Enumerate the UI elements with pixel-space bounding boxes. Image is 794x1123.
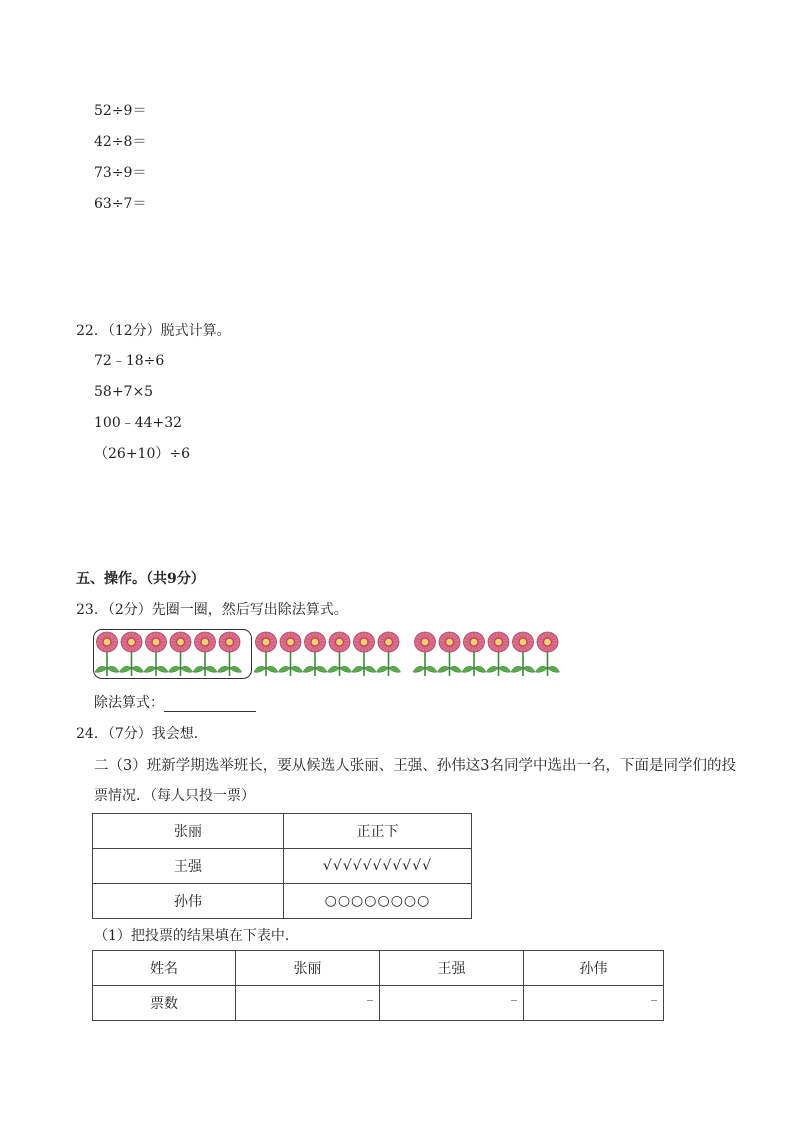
q23-answer-blank[interactable] — [164, 697, 256, 712]
q23-answer-label: 除法算式： — [94, 695, 164, 711]
flower-icon — [511, 632, 535, 676]
exercise-1: 52÷9＝ — [94, 103, 147, 119]
flower-icon — [487, 632, 511, 676]
flower-icon — [95, 632, 119, 676]
q24-sub1: （1）把投票的结果填在下表中． — [94, 928, 299, 944]
q22-item-4: （26+10）÷6 — [94, 446, 190, 462]
q24-description-line2: 票情况．（每人只投一票） — [94, 788, 255, 804]
flower-icon — [413, 632, 437, 676]
tally-mark-cell: √√√√√√√√√√√ — [284, 849, 472, 884]
flower-icon — [328, 632, 352, 676]
exercise-2: 42÷8＝ — [94, 134, 147, 150]
flower-icon — [120, 632, 144, 676]
result-header-row — [93, 951, 664, 986]
exercise-3: 73÷9＝ — [94, 165, 147, 181]
result-row-label: 票数 — [93, 986, 236, 1021]
tally-row — [93, 884, 472, 919]
tally-row — [93, 814, 472, 849]
flower-row — [94, 629, 564, 677]
cell-suffix: _ — [511, 987, 517, 1001]
flower-icon — [144, 632, 168, 676]
q22-item-1: 72﹣18÷6 — [94, 353, 165, 369]
flower-icon — [218, 632, 242, 676]
q22-item-2: 58+7×5 — [94, 384, 154, 400]
tally-table — [92, 813, 472, 919]
q22-item-3: 100﹣44+32 — [94, 415, 183, 431]
result-header-cell: 姓名 — [93, 951, 236, 986]
q23-answer-line — [94, 694, 256, 712]
flower-icon — [352, 632, 376, 676]
q22-header: 22．（12分）脱式计算。 — [76, 323, 231, 339]
flower-icon — [536, 632, 560, 676]
tally-mark-cell: 正正下 — [284, 814, 472, 849]
flower-icon — [169, 632, 193, 676]
result-header-cell: 王强 — [380, 951, 524, 986]
q23-header: 23．（2分）先圈一圈，然后写出除法算式。 — [76, 602, 348, 618]
result-table — [92, 950, 664, 1021]
q24-description-line1: 二（3）班新学期选举班长，要从候选人张丽、王强、孙伟这3名同学中选出一名，下面是同学们的投 — [94, 758, 736, 774]
cell-suffix: _ — [651, 987, 657, 1001]
tally-name-cell: 王强 — [93, 849, 284, 884]
result-header-cell: 张丽 — [236, 951, 380, 986]
tally-mark-cell: ○○○○○○○○ — [284, 884, 472, 919]
flower-icon — [254, 632, 278, 676]
flower-icon — [279, 632, 303, 676]
flower-icon — [438, 632, 462, 676]
result-votes-row — [93, 986, 664, 1021]
vote-input-cell[interactable] — [524, 986, 664, 1021]
flower-icon — [193, 632, 217, 676]
result-header-cell: 孙伟 — [524, 951, 664, 986]
vote-input-cell[interactable] — [236, 986, 380, 1021]
exercise-4: 63÷7＝ — [94, 196, 147, 212]
q24-header: 24．（7分）我会想． — [76, 726, 208, 742]
tally-row — [93, 849, 472, 884]
vote-input-cell[interactable] — [380, 986, 524, 1021]
cell-suffix: _ — [367, 987, 373, 1001]
tally-name-cell: 张丽 — [93, 814, 284, 849]
flower-icon — [303, 632, 327, 676]
tally-name-cell: 孙伟 — [93, 884, 284, 919]
flower-icon — [377, 632, 401, 676]
flower-icon — [462, 632, 486, 676]
section5-title: 五、操作。（共9分） — [76, 571, 205, 587]
